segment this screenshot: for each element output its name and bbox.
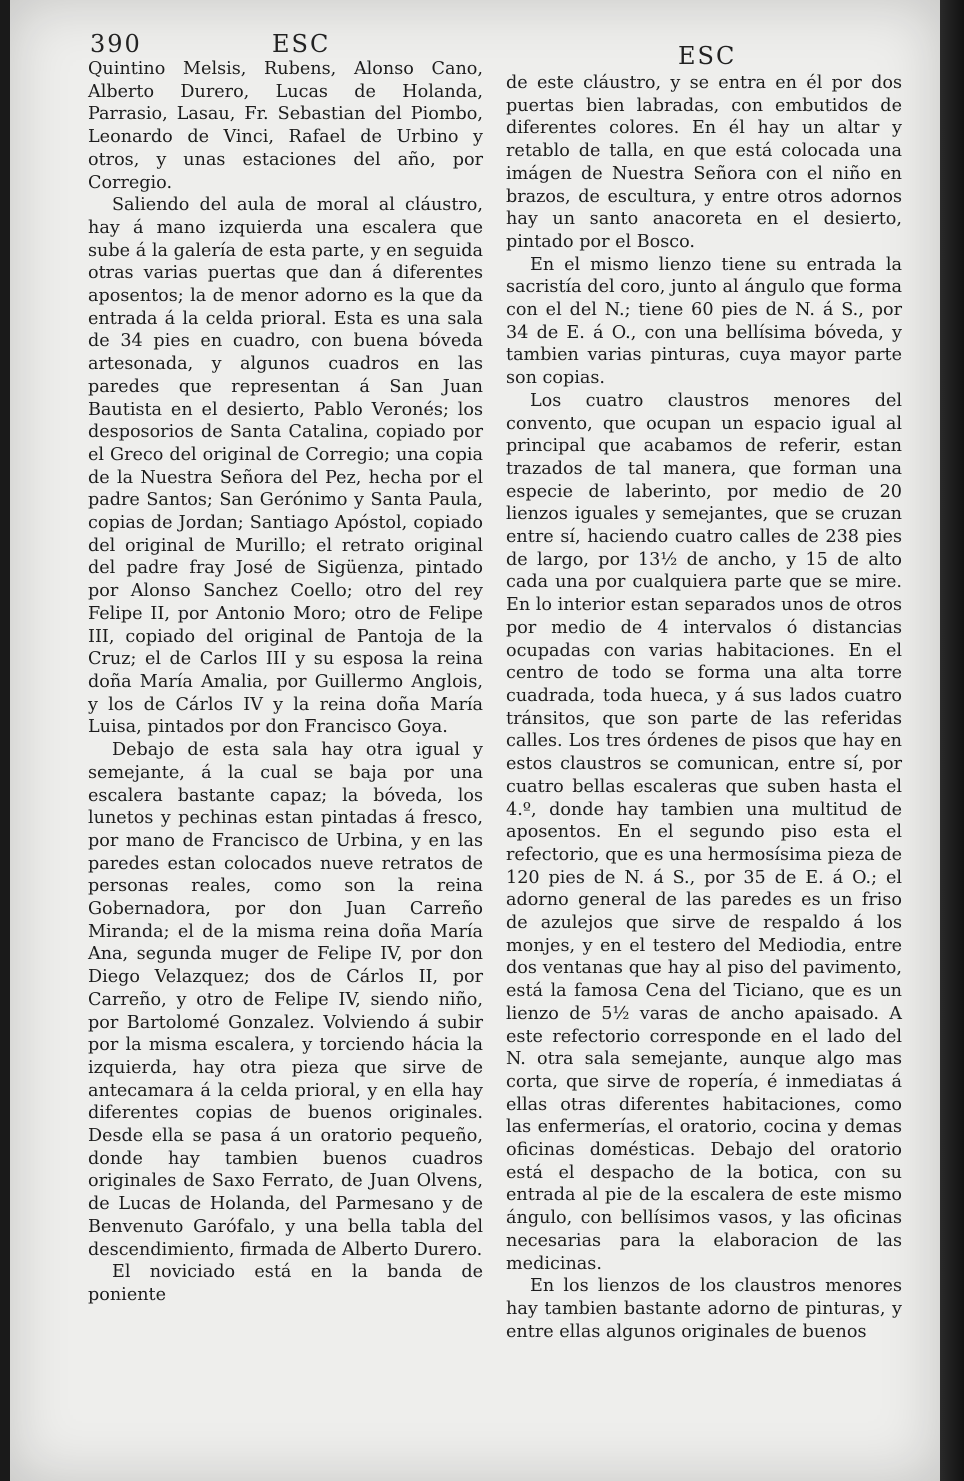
paragraph: En los lienzos de los claustros menores hay tambien bastante adorno de pinturas, y entre ellas algunos originales de buenos xyxy=(506,1276,902,1342)
page-number: 390 xyxy=(90,30,142,58)
paragraph: Debajo de esta sala hay otra igual y semejante, á la cual se baja por una escalera bastante capaz; la bóveda, los lunetos y pechinas estan pintadas á fresco, por mano de Francisco de Urbina, y en las paredes estan colocados nueve retratos de personas reales, como son la reina Gobernadora, por don Juan Carreño Miranda; el de la misma reina doña María Ana, segunda muger de Felipe IV, por don Diego Velazquez; dos de Cárlos II, por Carreño, y otro de Felipe IV, siendo niño, por Bartolomé Gonzalez. Volviendo á subir por la misma escalera, y torciendo hácia la izquierda, hay otra pieza que sirve de antecamara á la celda prioral, y en ella hay diferentes copias de buenos originales. Desde ella se pasa á un oratorio pequeño, donde hay tambien buenos cuadros originales de Saxo Ferrato, de Juan Olvens, de Lucas de Holanda, del Parmesano y de Benvenuto Garófalo, y una bella tabla del descendimiento, firmada de Alberto Durero. xyxy=(88,740,483,1260)
paragraph: El noviciado está en la banda de poniente xyxy=(88,1262,483,1305)
paragraph: de este cláustro, y se entra en él por dos puertas bien labradas, con embutidos de diferentes colores. En él hay un altar y retablo de talla, en que está colocada una imágen de Nuestra Señora con el niño en brazos, de escultura, y entre otros adornos hay un santo anacoreta en el desierto, pintado por el Bosco. xyxy=(506,73,902,252)
left-column xyxy=(88,58,483,1307)
book-page xyxy=(10,0,940,1481)
paragraph: Saliendo del aula de moral al cláustro, hay á mano izquierda una escalera que sube á la galería de esta parte, y en seguida otras varias puertas que dan á diferentes aposentos; la de menor adorno es la que da entrada á la celda prioral. Esta es una sala de 34 pies en cuadro, con buena bóveda artesonada, y algunos cuadros en las paredes que representan á San Juan Bautista en el desierto, Pablo Veronés; los desposorios de Santa Catalina, copiado por el Greco del original de Corregio; una copia de la Nuestra Señora del Pez, hecha por el padre Santos; San Gerónimo y Santa Paula, copias de Jordan; Santiago Apóstol, copiado del original de Murillo; el retrato original del padre fray José de Sigüenza, pintado por Alonso Sanchez Coello; otro del rey Felipe II, por Antonio Moro; otro de Felipe III, copiado del original de Pantoja de la Cruz; el de Carlos III y su esposa la reina doña María Amalia, por Guillermo Anglois, y los de Cárlos IV y la reina doña María Luisa, pintados por don Francisco Goya. xyxy=(88,195,483,738)
paragraph: En el mismo lienzo tiene su entrada la sacristía del coro, junto al ángulo que forma con el del N.; tiene 60 pies de N. á S., por 34 de E. á O., con una bellísima bóveda, y tambien varias pinturas, cuya mayor parte son copias. xyxy=(506,254,902,389)
right-running-head: ESC xyxy=(678,42,737,70)
left-running-head: ESC xyxy=(272,30,331,58)
paragraph: Quintino Melsis, Rubens, Alonso Cano, Alberto Durero, Lucas de Holanda, Parrasio, Lasau, Fr. Sebastian del Piombo, Leonardo de Vinci, Rafael de Urbino y otros, y unas estaciones del año, por Corregio. xyxy=(88,59,483,193)
book-edge-shadow xyxy=(940,0,964,1481)
paragraph: Los cuatro claustros menores del convento, que ocupan un espacio igual al principal que acabamos de referir, estan trazados de tal manera, que forman una especie de laberinto, por medio de 20 lienzos iguales y semejantes, que se cruzan entre sí, haciendo cuatro calles de 238 pies de largo, por 13½ de ancho, y 15 de alto cada una por cualquiera parte que se mire. En lo interior estan separados unos de otros por medio de 4 intervalos ó distancias ocupadas con varias habitaciones. En el centro de todo se forma una alta torre cuadrada, toda hueca, y á sus lados cuatro tránsitos, que son parte de las referidas calles. Los tres órdenes de pisos que hay en estos claustros se comunican, entre sí, por cuatro bellas escaleras que suben hasta el 4.º, donde hay tambien una multitud de aposentos. En el segundo piso esta el refectorio, que es una hermosísima pieza de 120 pies de N. á S., por 35 de E. á O.; el adorno general de las paredes es un friso de azulejos que sirve de respaldo á los monjes, y en el testero del Mediodia, entre dos ventanas que hay al piso del pavimento, está la famosa Cena del Ticiano, que es un lienzo de 5½ varas de ancho apaisado. A este refectorio corresponde en el lado del N. otra sala semejante, aunque algo mas corta, que sirve de ropería, é inmediatas á ellas otras diferentes habitaciones, como las enfermerías, el oratorio, cocina y demas oficinas domésticas. Debajo del oratorio está el despacho de la botica, con su entrada al pie de la escalera de este mismo ángulo, con bellísimos vasos, y las oficinas necesarias para la elaboracion de las medicinas. xyxy=(506,390,902,1274)
right-column xyxy=(506,72,902,1343)
